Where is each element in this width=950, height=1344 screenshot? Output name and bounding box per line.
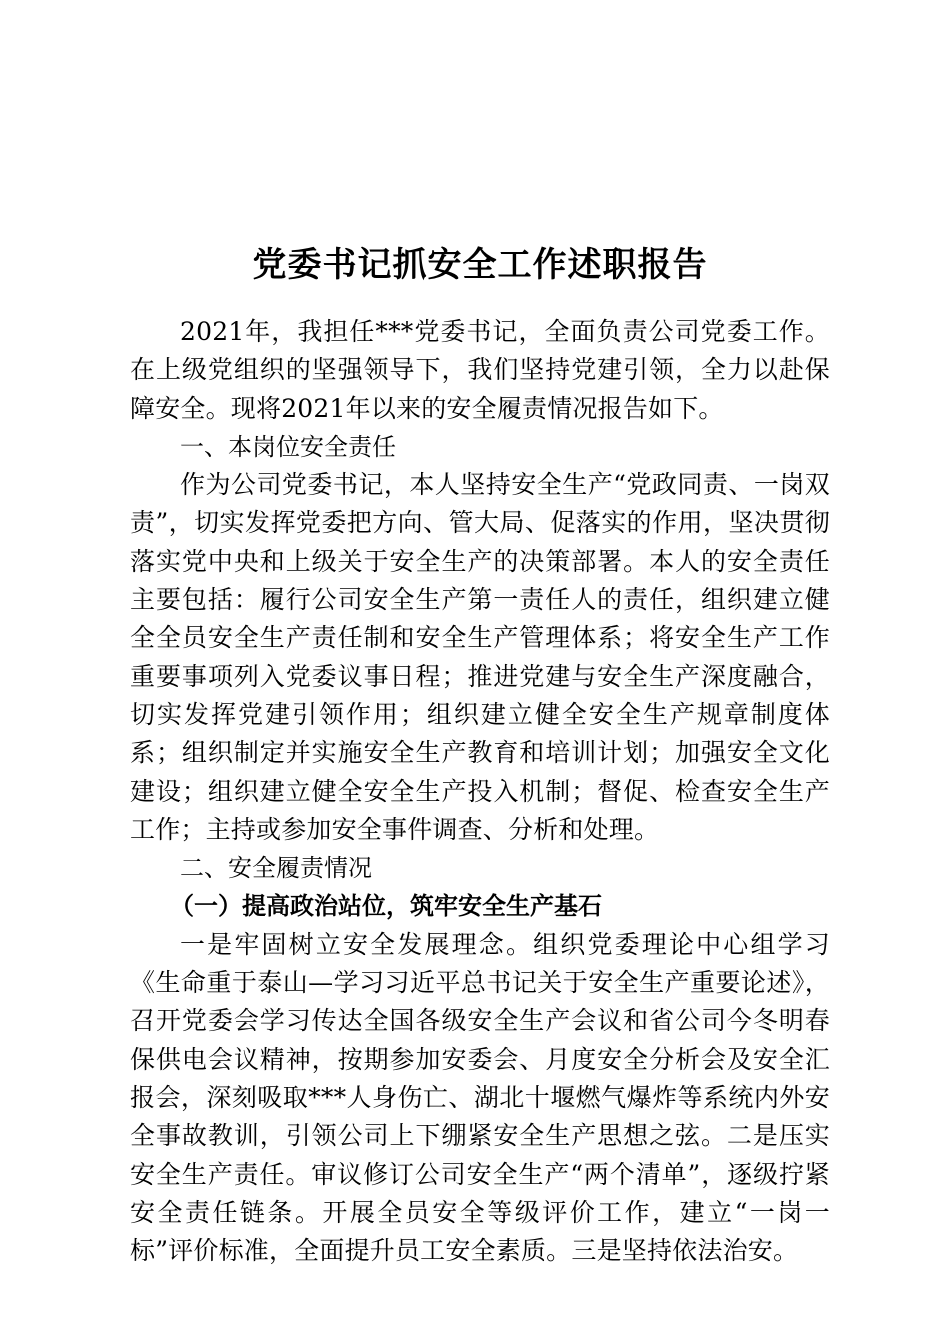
document-body — [130, 313, 830, 1270]
section-2-heading: 二、安全履责情况 — [180, 854, 372, 883]
section-1-paragraph: 作为公司党委书记，本人坚持安全生产“党政同责、一岗双责”，切实发挥党委把方向、管大局、促落实的作用，坚决贯彻落实党中央和上级关于安全生产的决策部署。本人的安全责任主要包括：履行公司安全生产第一责任人的责任，组织建立健全全员安全生产责任制和安全生产管理体系；将安全生产工作重要事项列入党委议事日程；推进党建与安全生产深度融合，切实发挥党建引领作用；组织建立健全安全生产规章制度体系；组织制定并实施安全生产教育和培训计划；加强安全文化建设；组织建立健全安全生产投入机制；督促、检查安全生产工作；主持或参加安全事件调查、分析和处理。 — [130, 470, 830, 844]
section-2-paragraph: 一是牢固树立安全发展理念。组织党委理论中心组学习《生命重于泰山—学习习近平总书记关于安全生产重要论述》，召开党委会学习传达全国各级安全生产会议和省公司今冬明春保供电会议精神，按期参加安委会、月度安全分析会及安全汇报会，深刻吸取***人身伤亡、湖北十堰燃气爆炸等系统内外安全事故教训，引领公司上下绷紧安全生产思想之弦。二是压实安全生产责任。审议修订公司安全生产“两个清单”，逐级拧紧安全责任链条。开展全员安全等级评价工作，建立“一岗一标”评价标准，全面提升员工安全素质。三是坚持依法治安。 — [130, 929, 830, 1266]
section-2-subheading: （一）提高政治站位，筑牢安全生产基石 — [170, 891, 602, 921]
intro-paragraph: 2021年，我担任***党委书记，全面负责公司党委工作。在上级党组织的坚强领导下，我们坚持党建引领，全力以赴保障安全。现将2021年以来的安全履责情况报告如下。 — [130, 317, 830, 423]
document-title: 党委书记抓安全工作述职报告 — [252, 244, 708, 285]
section-1-heading: 一、本岗位安全责任 — [180, 432, 396, 461]
